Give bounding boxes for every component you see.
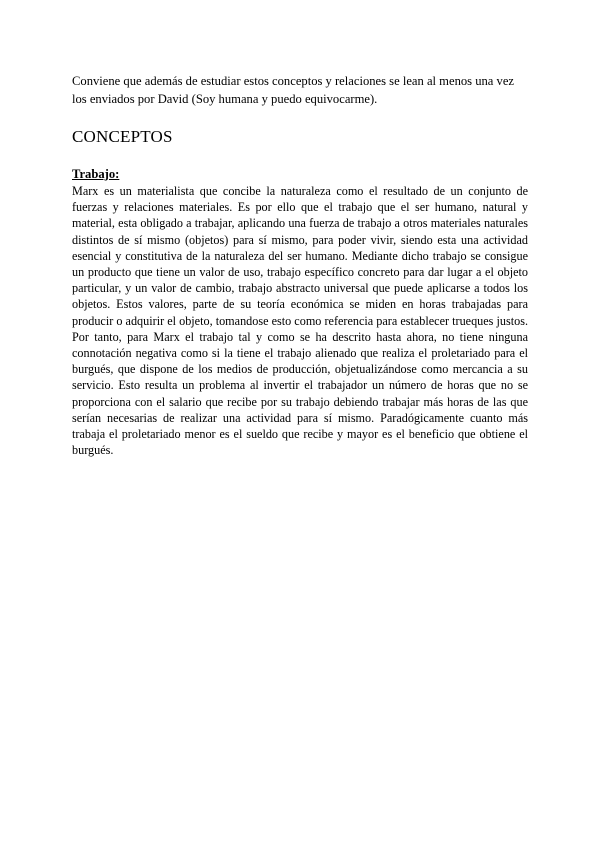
subheading-trabajo: Trabajo: bbox=[72, 167, 120, 181]
body-paragraph: Marx es un materialista que concibe la naturaleza como el resultado de un conjunto de fuerzas y relaciones materiales. Es por ello que el trabajo que el ser humano, natural y material, esta obligado a trabajar, aplicando una fuerza de trabajo a otros materiales naturales distintos de sí mismo (objetos) para sí mismo, para poder vivir, siendo esta una actividad esencial y constitutiva de la naturaleza del ser humano. Mediante dicho trabajo se consigue un producto que tiene un valor de uso, trabajo específico concreto para dar lugar a el objeto particular, y un valor de cambio, trabajo abstracto universal que puede aplicarse a todos los objetos. Estos valores, parte de su teoría económica se miden en horas trabajadas para producir o adquirir el objeto, tomandose esto como referencia para establecer trueques justos. Por tanto, para Marx el trabajo tal y como se ha descrito hasta ahora, no tiene ninguna connotación negativa como si la tiene el trabajo alienado que realiza el proletariado para el burgués, que dispone de los medios de producción, objetualizándose como mercancia a su servicio. Esto resulta un problema al invertir el trabajador un número de horas que no se proporciona con el salario que recibe por su trabajo debiendo trabajar más horas de las que serían necesarias de realizar una actividad para sí mismo. Paradógicamente cuanto más trabaja el proletariado menor es el sueldo que recibe y mayor es el beneficio que obtiene el burgués. bbox=[72, 184, 528, 458]
intro-paragraph: Conviene que además de estudiar estos conceptos y relaciones se lean al menos una vez los enviados por David (Soy humana y puedo equivocarme). bbox=[72, 74, 515, 106]
section-heading: CONCEPTOS bbox=[72, 127, 173, 146]
